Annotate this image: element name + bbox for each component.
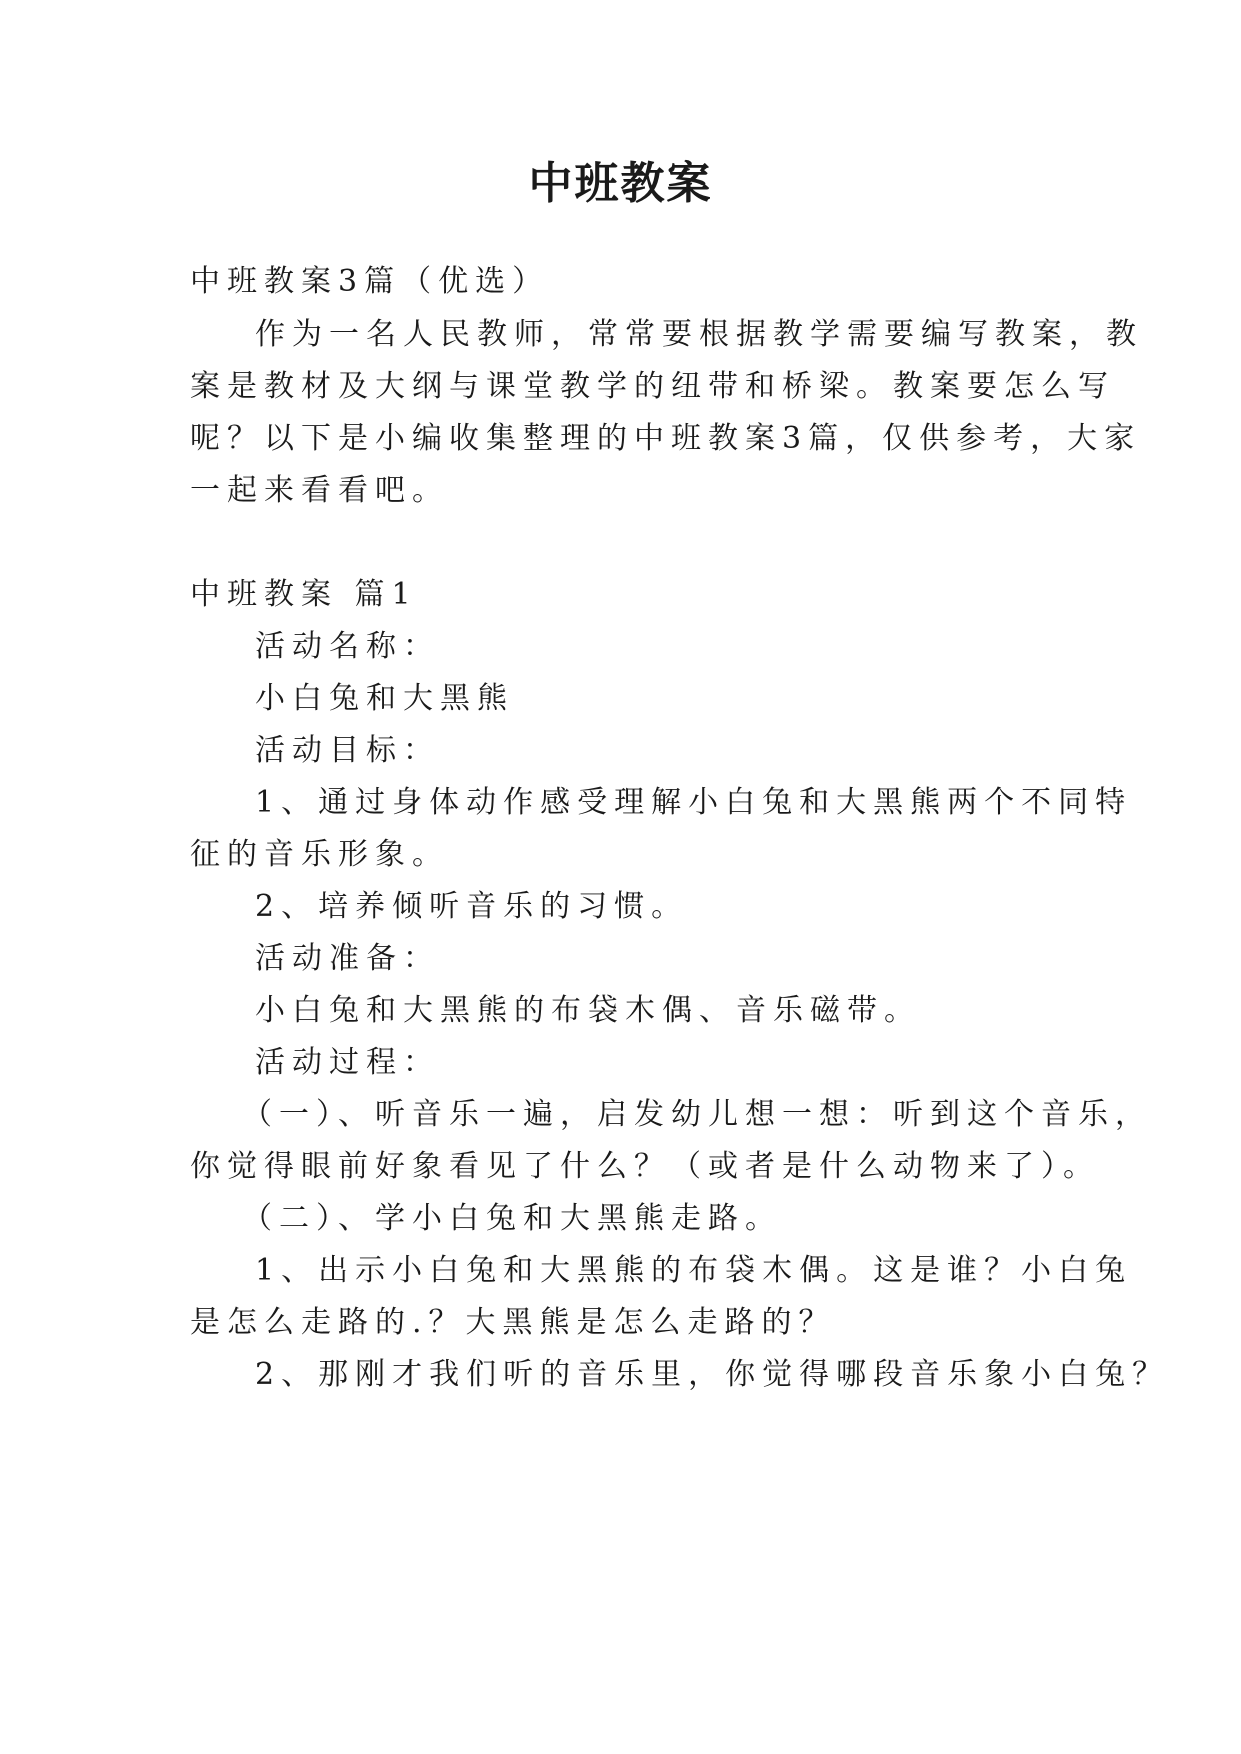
section-heading: 中班教案 篇1 <box>190 577 418 612</box>
paragraph-line: 小白兔和大黑熊 <box>255 681 514 716</box>
paragraph-line: 活动准备： <box>255 941 440 976</box>
paragraph-line: 小白兔和大黑熊的布袋木偶、音乐磁带。 <box>255 993 921 1028</box>
document-subtitle: 中班教案3篇（优选） <box>190 264 550 299</box>
paragraph-line: 是怎么走路的.？大黑熊是怎么走路的？ <box>190 1305 836 1340</box>
paragraph-line: 活动过程： <box>255 1045 440 1080</box>
intro-line: 一起来看看吧。 <box>190 473 449 508</box>
paragraph-line: 你觉得眼前好象看见了什么？（或者是什么动物来了）。 <box>190 1149 1100 1184</box>
intro-line: 呢？以下是小编收集整理的中班教案3篇，仅供参考，大家 <box>190 421 1142 456</box>
intro-line: 案是教材及大纲与课堂教学的纽带和桥梁。教案要怎么写 <box>190 369 1115 404</box>
paragraph-line: （一）、听音乐一遍，启发幼儿想一想：听到这个音乐， <box>242 1097 1152 1132</box>
paragraph-line: 1、通过身体动作感受理解小白兔和大黑熊两个不同特 <box>255 785 1133 820</box>
paragraph-line: （二）、学小白兔和大黑熊走路。 <box>242 1201 782 1236</box>
paragraph-line: 活动目标： <box>255 733 440 768</box>
paragraph-line: 2、培养倾听音乐的习惯。 <box>255 889 689 924</box>
page-title: 中班教案 <box>528 158 713 209</box>
paragraph-line: 1、出示小白兔和大黑熊的布袋木偶。这是谁？小白兔 <box>255 1253 1133 1288</box>
paragraph-line: 2、那刚才我们听的音乐里，你觉得哪段音乐象小白兔？ <box>255 1357 1170 1392</box>
paragraph-line: 征的音乐形象。 <box>190 837 449 872</box>
intro-line: 作为一名人民教师，常常要根据教学需要编写教案，教 <box>255 317 1143 352</box>
paragraph-line: 活动名称： <box>255 629 440 664</box>
